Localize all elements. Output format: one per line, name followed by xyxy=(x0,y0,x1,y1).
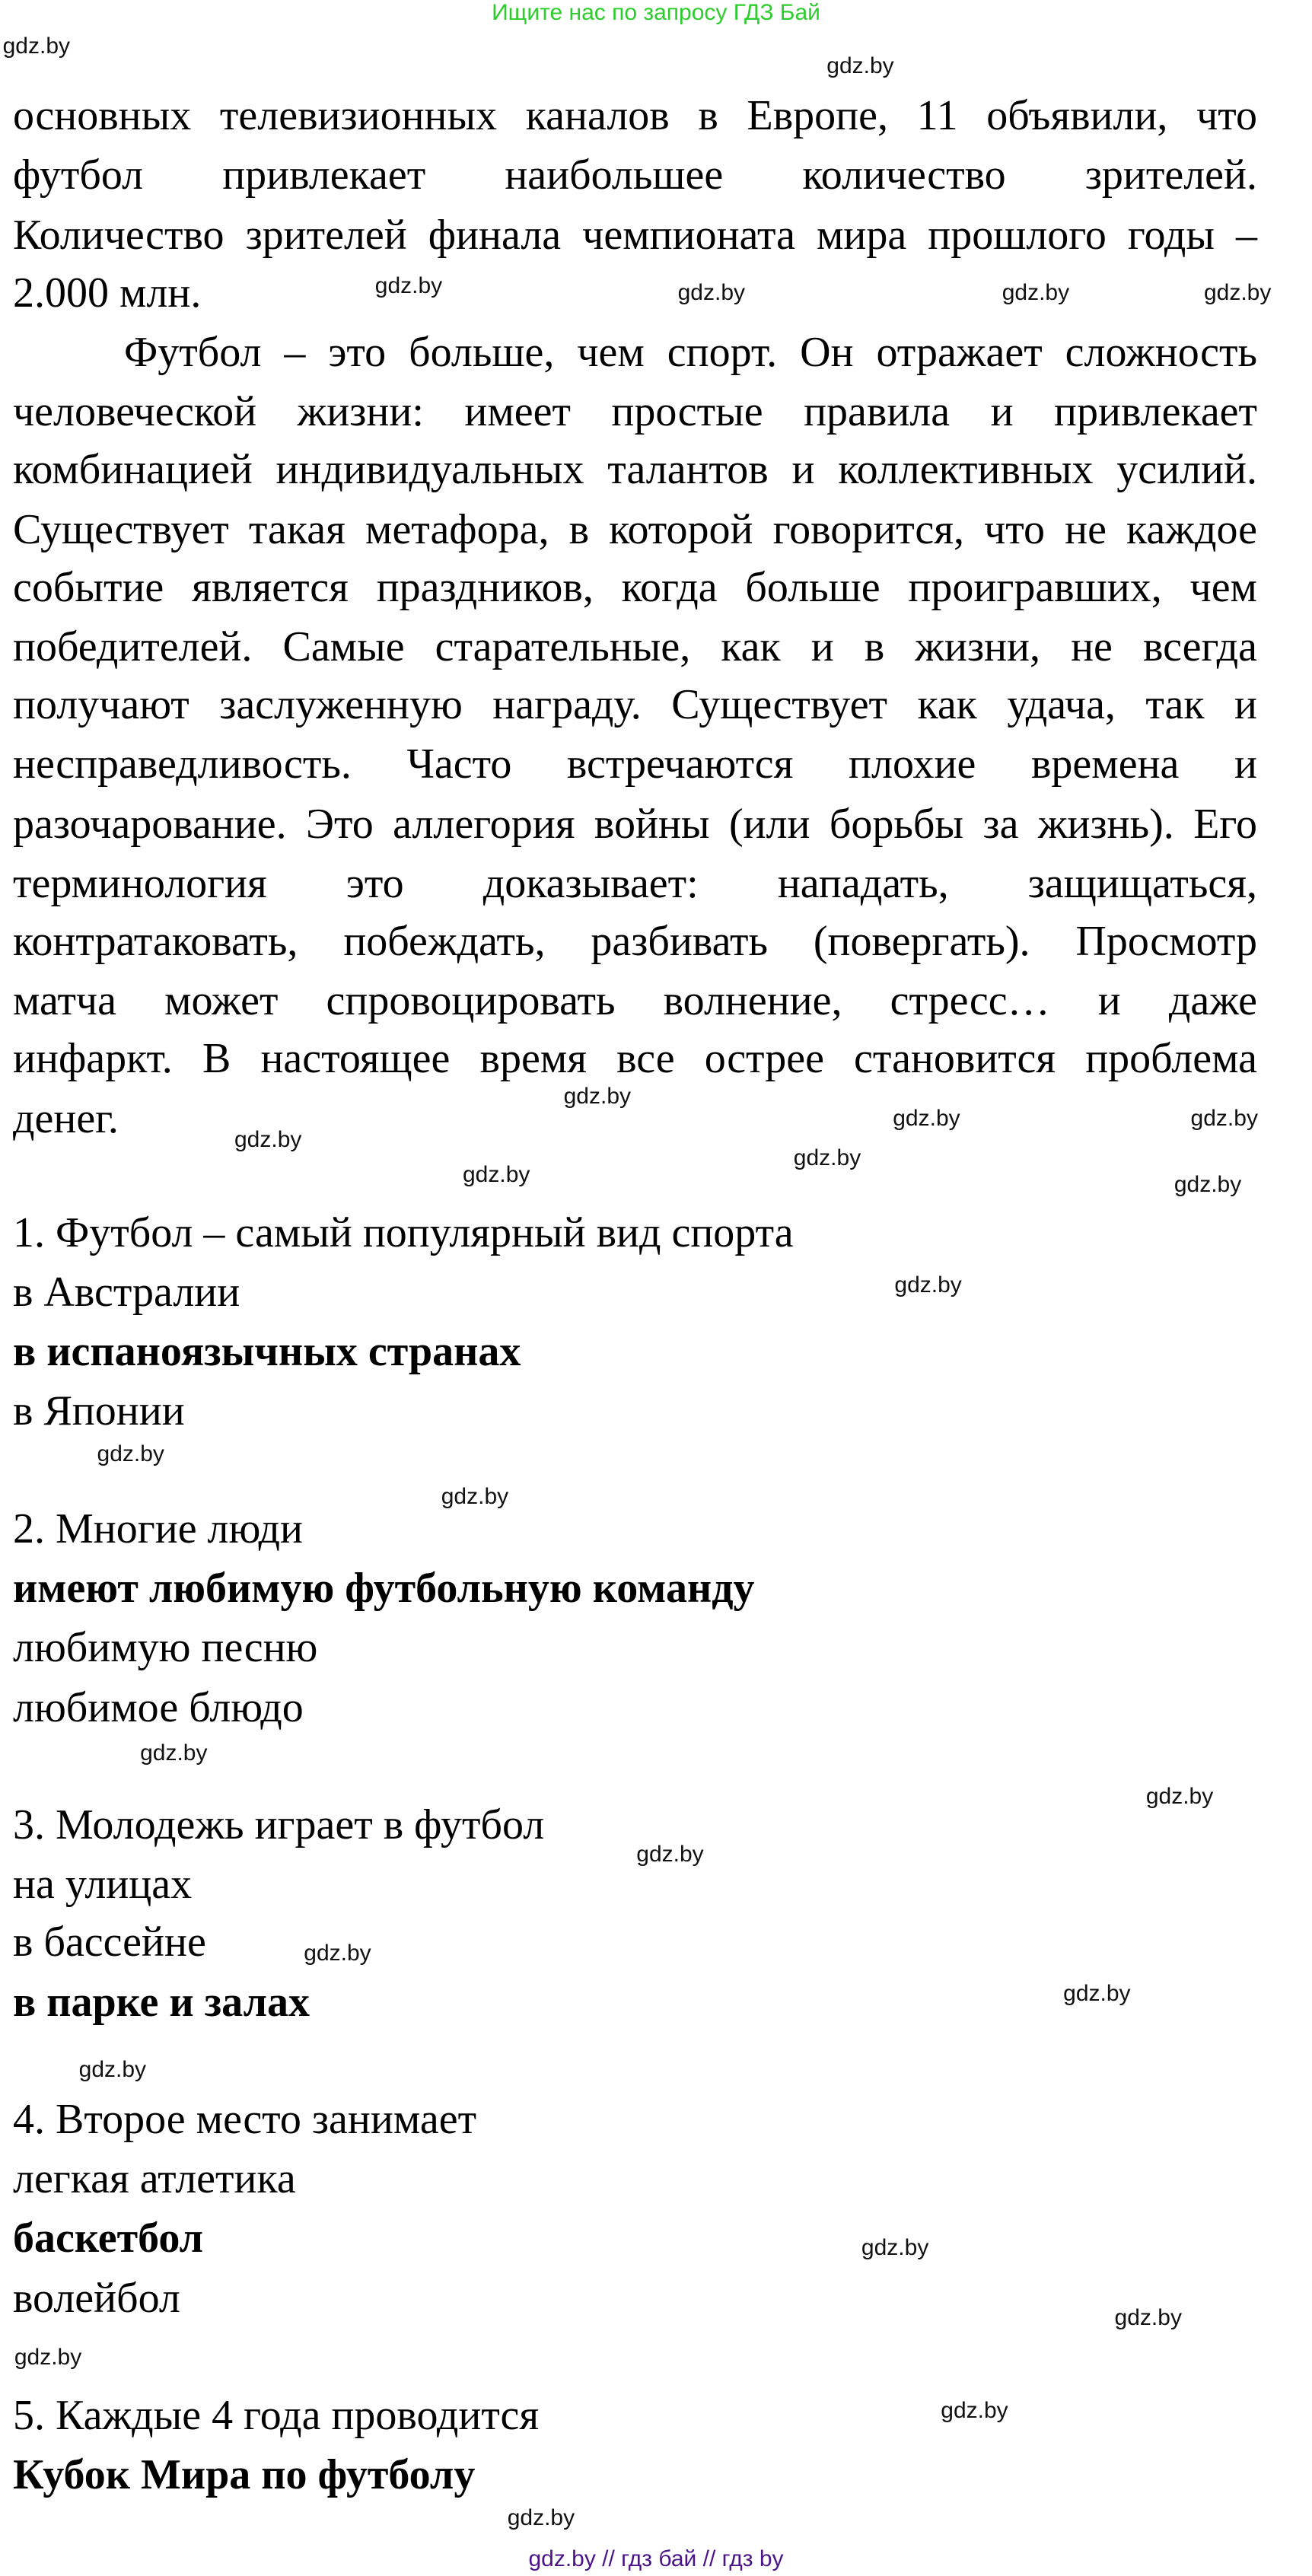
question-3: 3. Молодежь играет в футбол xyxy=(13,1801,545,1848)
text-line: событие является праздников, когда больше проигравших, чем xyxy=(13,564,1257,611)
watermark: gdz.by xyxy=(1203,279,1272,305)
text-line: контратаковать, побеждать, разбивать (повергать). Просмотр xyxy=(13,918,1257,965)
option-answer: имеют любимую футбольную команду xyxy=(13,1565,755,1612)
text-line: терминология это доказывает: нападать, защищаться, xyxy=(13,860,1257,907)
option-answer: в испаноязычных странах xyxy=(13,1328,521,1375)
watermark: gdz.by xyxy=(2,33,71,59)
watermark: gdz.by xyxy=(894,1272,962,1298)
text-line: денег. xyxy=(13,1095,119,1142)
text-line: инфаркт. В настоящее время все острее становится проблема xyxy=(13,1035,1257,1082)
watermark: gdz.by xyxy=(304,1941,371,1966)
watermark: gdz.by xyxy=(14,2344,82,2370)
option: в бассейне xyxy=(13,1918,206,1966)
watermark: gdz.by xyxy=(1063,1980,1131,2006)
text-line: победителей. Самые старательные, как и в жизни, не всегда xyxy=(13,623,1257,670)
watermark: gdz.by xyxy=(507,2504,575,2530)
text-line: несправедливость. Часто встречаются плохие времена и xyxy=(13,740,1257,788)
text-line: человеческой жизни: имеет простые правила и привлекает xyxy=(13,388,1257,435)
option: на улицах xyxy=(13,1861,193,1908)
text-line: матча может спровоцировать волнение, стресс… и даже xyxy=(13,977,1257,1024)
watermark: gdz.by xyxy=(1145,1783,1214,1809)
watermark: gdz.by xyxy=(441,1484,509,1510)
watermark: gdz.by xyxy=(793,1145,861,1170)
option: в Австралии xyxy=(13,1269,240,1316)
question-1: 1. Футбол – самый популярный вид спорта xyxy=(13,1209,794,1256)
question-5: 5. Каждые 4 года проводится xyxy=(13,2392,540,2439)
watermark: gdz.by xyxy=(462,1161,530,1187)
watermark: gdz.by xyxy=(234,1126,302,1152)
text-line: Количество зрителей финала чемпионата мира прошлого годы – xyxy=(13,212,1257,259)
watermark: gdz.by xyxy=(374,273,443,299)
question-2: 2. Многие люди xyxy=(13,1505,303,1552)
watermark: gdz.by xyxy=(941,2397,1008,2423)
watermark: gdz.by xyxy=(1002,279,1070,305)
watermark: gdz.by xyxy=(826,53,894,78)
option: волейбол xyxy=(13,2275,180,2322)
watermark: gdz.by xyxy=(78,2056,147,2082)
text-line: Существует такая метафора, в которой говорится, что не каждое xyxy=(13,506,1257,553)
option: легкая атлетика xyxy=(13,2155,296,2202)
watermark: gdz.by xyxy=(563,1084,632,1110)
text-line: футбол привлекает наибольшее количество зрителей. xyxy=(13,151,1257,199)
option-answer: в парке и залах xyxy=(13,1979,310,2026)
question-4: 4. Второе место занимает xyxy=(13,2096,477,2143)
watermark: gdz.by xyxy=(677,279,746,305)
watermark: gdz.by xyxy=(140,1740,208,1766)
text-line: 2.000 млн. xyxy=(13,269,202,317)
watermark: gdz.by xyxy=(893,1105,960,1131)
watermark: gdz.by xyxy=(861,2235,929,2261)
text-line: получают заслуженную награду. Существует как удача, так и xyxy=(13,681,1257,728)
footer-links[interactable]: gdz.by // гдз бай // гдз by xyxy=(528,2546,784,2571)
option: любимую песню xyxy=(13,1624,318,1671)
option: любимое блюдо xyxy=(13,1684,304,1731)
watermark: gdz.by xyxy=(1173,1171,1242,1197)
text-line: разочарование. Это аллегория войны (или борьбы за жизнь). Его xyxy=(13,801,1257,848)
watermark: gdz.by xyxy=(1114,2304,1182,2330)
text-line: основных телевизионных каналов в Европе, 11 объявили, что xyxy=(13,92,1257,139)
watermark: gdz.by xyxy=(636,1842,704,1868)
text-line: комбинацией индивидуальных талантов и коллективных усилий. xyxy=(13,446,1257,493)
watermark: gdz.by xyxy=(1190,1105,1258,1131)
text-line: Футбол – это больше, чем спорт. Он отражает сложность xyxy=(124,329,1257,376)
option-answer: Кубок Мира по футболу xyxy=(13,2451,476,2498)
option: в Японии xyxy=(13,1387,185,1434)
option-answer: баскетбол xyxy=(13,2215,204,2262)
header-banner[interactable]: Ищите нас по запросу ГДЗ Бай xyxy=(492,0,820,25)
watermark: gdz.by xyxy=(97,1441,164,1466)
